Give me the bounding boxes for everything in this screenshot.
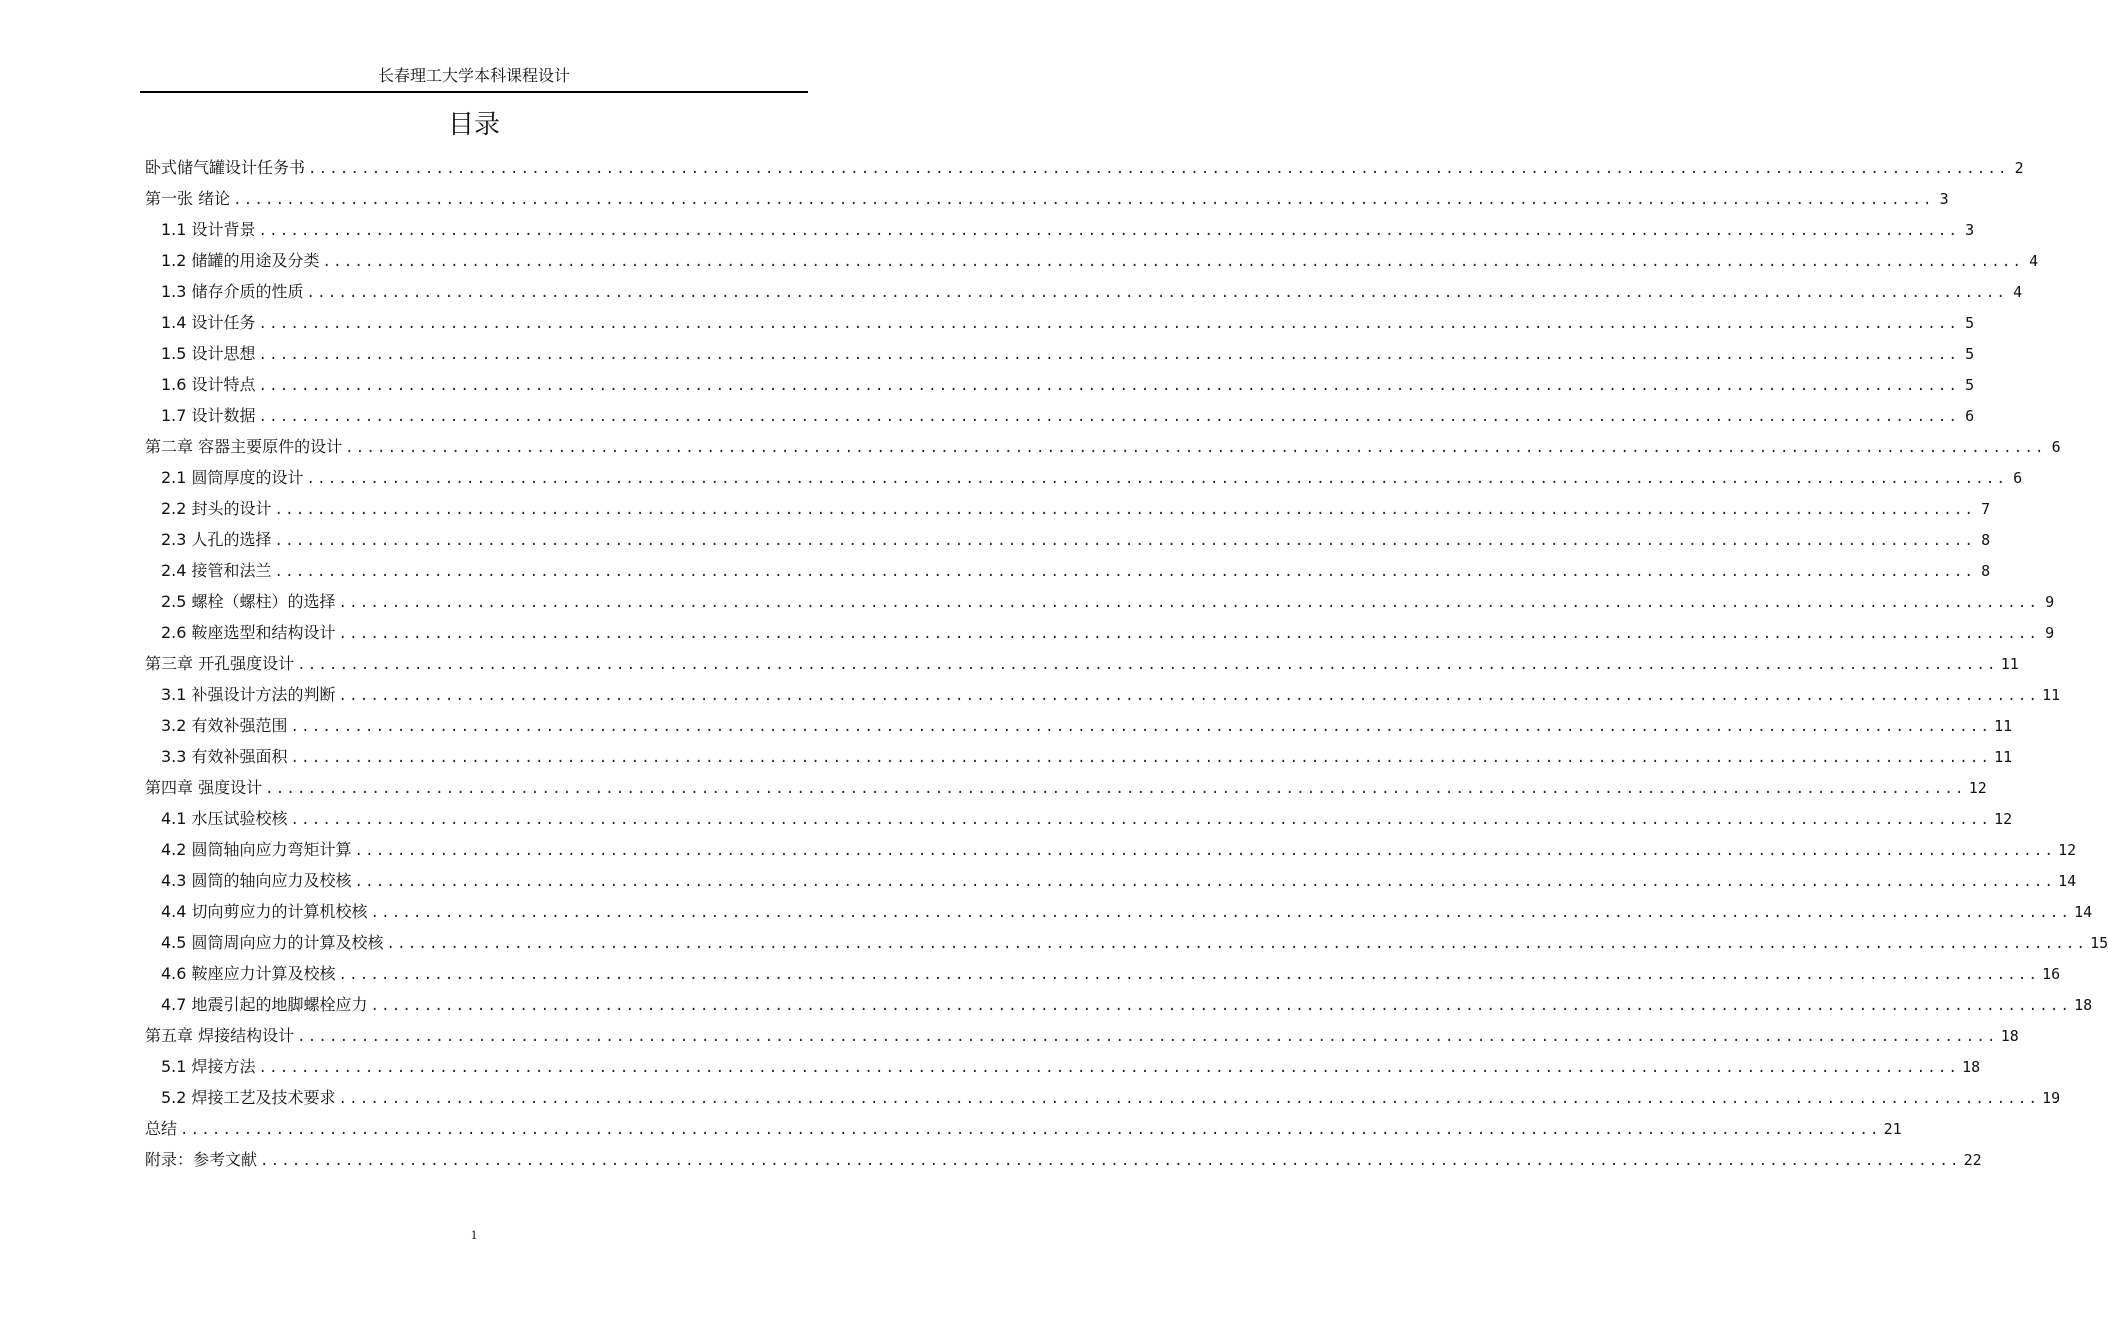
dot-leader: ................................................................................................................................................................ [297,1029,1998,1045]
dot-leader: ................................................................................................................................................................ [345,440,2046,456]
dot-leader: ................................................................................................................................................................ [274,502,1976,518]
page-header: 长春理工大学本科课程设计 [377,66,570,85]
toc-entry-label: 1.2 储罐的用途及分类 [161,251,320,270]
toc-entry-page: 6 [2013,469,2023,487]
dot-leader: ................................................................................................................................................................ [274,564,1976,580]
toc-entry[interactable] [145,586,2055,617]
toc-entry-label: 2.2 封头的设计 [161,499,272,518]
dot-leader: ................................................................................................................................................................ [290,812,1992,828]
toc-entry-page: 12 [1994,810,2013,828]
toc-title: 目录 [447,110,500,140]
toc-entry[interactable] [145,1144,1982,1175]
toc-entry[interactable] [145,896,2093,927]
toc-entry-page: 5 [1965,376,1975,394]
dot-leader: ................................................................................................................................................................ [338,688,2040,704]
dot-leader: ................................................................................................................................................................ [386,936,2088,952]
toc-entry-label: 第二章 容器主要原件的设计 [145,437,343,456]
dot-leader: ................................................................................................................................................................ [306,285,2008,301]
dot-leader: ................................................................................................................................................................ [258,1060,1960,1076]
dot-leader: ................................................................................................................................................................ [370,998,2072,1014]
toc-entry-page: 19 [2042,1089,2061,1107]
toc-entry[interactable] [145,679,2061,710]
toc-entry[interactable] [145,338,1975,369]
dot-leader: ................................................................................................................................................................ [354,843,2056,859]
toc-entry[interactable] [145,1113,1902,1144]
toc-entry-page: 12 [1968,779,1987,797]
toc-entry[interactable] [145,710,2013,741]
toc-entry-page: 16 [2042,965,2061,983]
dot-leader: ................................................................................................................................................................ [258,223,1960,239]
toc-entry-page: 4 [2013,283,2023,301]
toc-entry[interactable] [145,1051,1981,1082]
toc-entry-label: 4.2 圆筒轴向应力弯矩计算 [161,840,352,859]
page-number: 1 [470,1227,478,1242]
toc-entry-page: 6 [2051,438,2061,456]
toc-entry[interactable] [145,927,2108,958]
toc-entry-label: 总结 [145,1119,178,1138]
dot-leader: ................................................................................................................................................................ [290,750,1992,766]
toc-entry-label: 4.1 水压试验校核 [161,809,288,828]
toc-entry-label: 4.5 圆筒周向应力的计算及校核 [161,933,384,952]
toc-entry-page: 8 [1981,562,1991,580]
toc-entry-label: 1.5 设计思想 [161,344,256,363]
toc-entry[interactable] [145,1082,2061,1113]
toc-entry-page: 12 [2058,841,2077,859]
toc-entry[interactable] [145,1020,2019,1051]
dot-leader: ................................................................................................................................................................ [258,409,1960,425]
toc-entry-label: 2.6 鞍座选型和结构设计 [161,623,336,642]
toc-entry-page: 5 [1965,314,1975,332]
dot-leader: ................................................................................................................................................................ [260,1153,1961,1169]
toc-entry-label: 卧式储气罐设计任务书 [145,158,306,177]
toc-entry-page: 9 [2045,593,2055,611]
toc-entry-label: 1.7 设计数据 [161,406,256,425]
toc-entry-page: 15 [2090,934,2108,952]
toc-entry[interactable] [145,431,2061,462]
toc-entry-label: 4.6 鞍座应力计算及校核 [161,964,336,983]
toc-entry-page: 11 [2000,655,2019,673]
toc-entry-page: 11 [1994,748,2013,766]
toc-entry-label: 1.1 设计背景 [161,220,256,239]
dot-leader: ................................................................................................................................................................ [370,905,2072,921]
toc-entry-label: 1.6 设计特点 [161,375,256,394]
toc-entry-label: 第三章 开孔强度设计 [145,654,295,673]
toc-entry[interactable] [145,803,2013,834]
toc-entry[interactable] [145,400,1975,431]
toc-entry-label: 3.2 有效补强范围 [161,716,288,735]
toc-entry[interactable] [145,741,2013,772]
toc-entry-page: 4 [2029,252,2039,270]
toc-entry-label: 5.1 焊接方法 [161,1057,256,1076]
toc-entry-label: 2.3 人孔的选择 [161,530,272,549]
toc-entry-page: 2 [2014,159,2024,177]
toc-entry-label: 2.5 螺栓（螺柱）的选择 [161,592,336,611]
dot-leader: ................................................................................................................................................................ [258,347,1960,363]
toc-entry-page: 8 [1981,531,1991,549]
toc-entry[interactable] [145,772,1987,803]
dot-leader: ................................................................................................................................................................ [258,378,1960,394]
dot-leader: ................................................................................................................................................................ [274,533,1976,549]
toc-entry[interactable] [145,989,2093,1020]
toc-entry[interactable] [145,524,1991,555]
dot-leader: ................................................................................................................................................................ [322,254,2024,270]
toc-entry-label: 2.1 圆筒厚度的设计 [161,468,304,487]
toc-entry-page: 21 [1883,1120,1902,1138]
toc-entry[interactable] [145,493,1991,524]
toc-entry[interactable] [145,245,2039,276]
toc-entry-page: 22 [1963,1151,1982,1169]
toc-entry-label: 4.3 圆筒的轴向应力及校核 [161,871,352,890]
toc-entry-page: 5 [1965,345,1975,363]
dot-leader: ................................................................................................................................................................ [258,316,1960,332]
toc-entry-label: 4.4 切向剪应力的计算机校核 [161,902,368,921]
toc-entry-label: 1.4 设计任务 [161,313,256,332]
dot-leader: ................................................................................................................................................................ [297,657,1998,673]
toc-entry-label: 4.7 地震引起的地脚螺栓应力 [161,995,368,1014]
toc-entry-label: 3.1 补强设计方法的判断 [161,685,336,704]
dot-leader: ................................................................................................................................................................ [306,471,2008,487]
toc-entry[interactable] [145,617,2055,648]
toc-entry[interactable] [145,462,2023,493]
toc-entry-page: 3 [1939,190,1949,208]
toc-entry-page: 11 [2042,686,2061,704]
toc-entry-page: 7 [1981,500,1991,518]
toc-entry-page: 6 [1965,407,1975,425]
table-of-contents [145,152,2108,1175]
toc-entry-label: 1.3 储存介质的性质 [161,282,304,301]
toc-entry-page: 11 [1994,717,2013,735]
toc-entry-label: 5.2 焊接工艺及技术要求 [161,1088,336,1107]
toc-entry-page: 14 [2058,872,2077,890]
toc-entry-label: 3.3 有效补强面积 [161,747,288,766]
toc-entry[interactable] [145,276,2023,307]
dot-leader: ................................................................................................................................................................ [338,626,2040,642]
dot-leader: ................................................................................................................................................................ [338,595,2040,611]
dot-leader: ................................................................................................................................................................ [265,781,1966,797]
toc-entry[interactable] [145,307,1975,338]
toc-entry-page: 3 [1965,221,1975,239]
toc-entry-label: 2.4 接管和法兰 [161,561,272,580]
toc-entry[interactable] [145,834,2077,865]
dot-leader: ................................................................................................................................................................ [290,719,1992,735]
toc-entry-page: 18 [1962,1058,1981,1076]
toc-entry[interactable] [145,555,1991,586]
toc-entry-page: 18 [2000,1027,2019,1045]
toc-entry-page: 9 [2045,624,2055,642]
toc-entry[interactable] [145,648,2019,679]
dot-leader: ................................................................................................................................................................ [338,967,2040,983]
toc-entry[interactable] [145,369,1975,400]
dot-leader: ................................................................................................................................................................ [233,192,1934,208]
dot-leader: ................................................................................................................................................................ [180,1122,1881,1138]
toc-entry[interactable] [145,958,2061,989]
dot-leader: ................................................................................................................................................................ [308,161,2009,177]
dot-leader: ................................................................................................................................................................ [354,874,2056,890]
toc-entry-page: 14 [2074,903,2093,921]
toc-entry-label: 第四章 强度设计 [145,778,263,797]
toc-entry-label: 附录：参考文献 [145,1150,258,1169]
toc-entry[interactable] [145,152,2024,183]
toc-entry-label: 第一张 绪论 [145,189,231,208]
toc-entry[interactable] [145,865,2077,896]
header-divider [140,91,808,93]
dot-leader: ................................................................................................................................................................ [338,1091,2040,1107]
toc-entry-page: 18 [2074,996,2093,1014]
toc-entry-label: 第五章 焊接结构设计 [145,1026,295,1045]
toc-entry[interactable] [145,183,1949,214]
toc-entry[interactable] [145,214,1975,245]
